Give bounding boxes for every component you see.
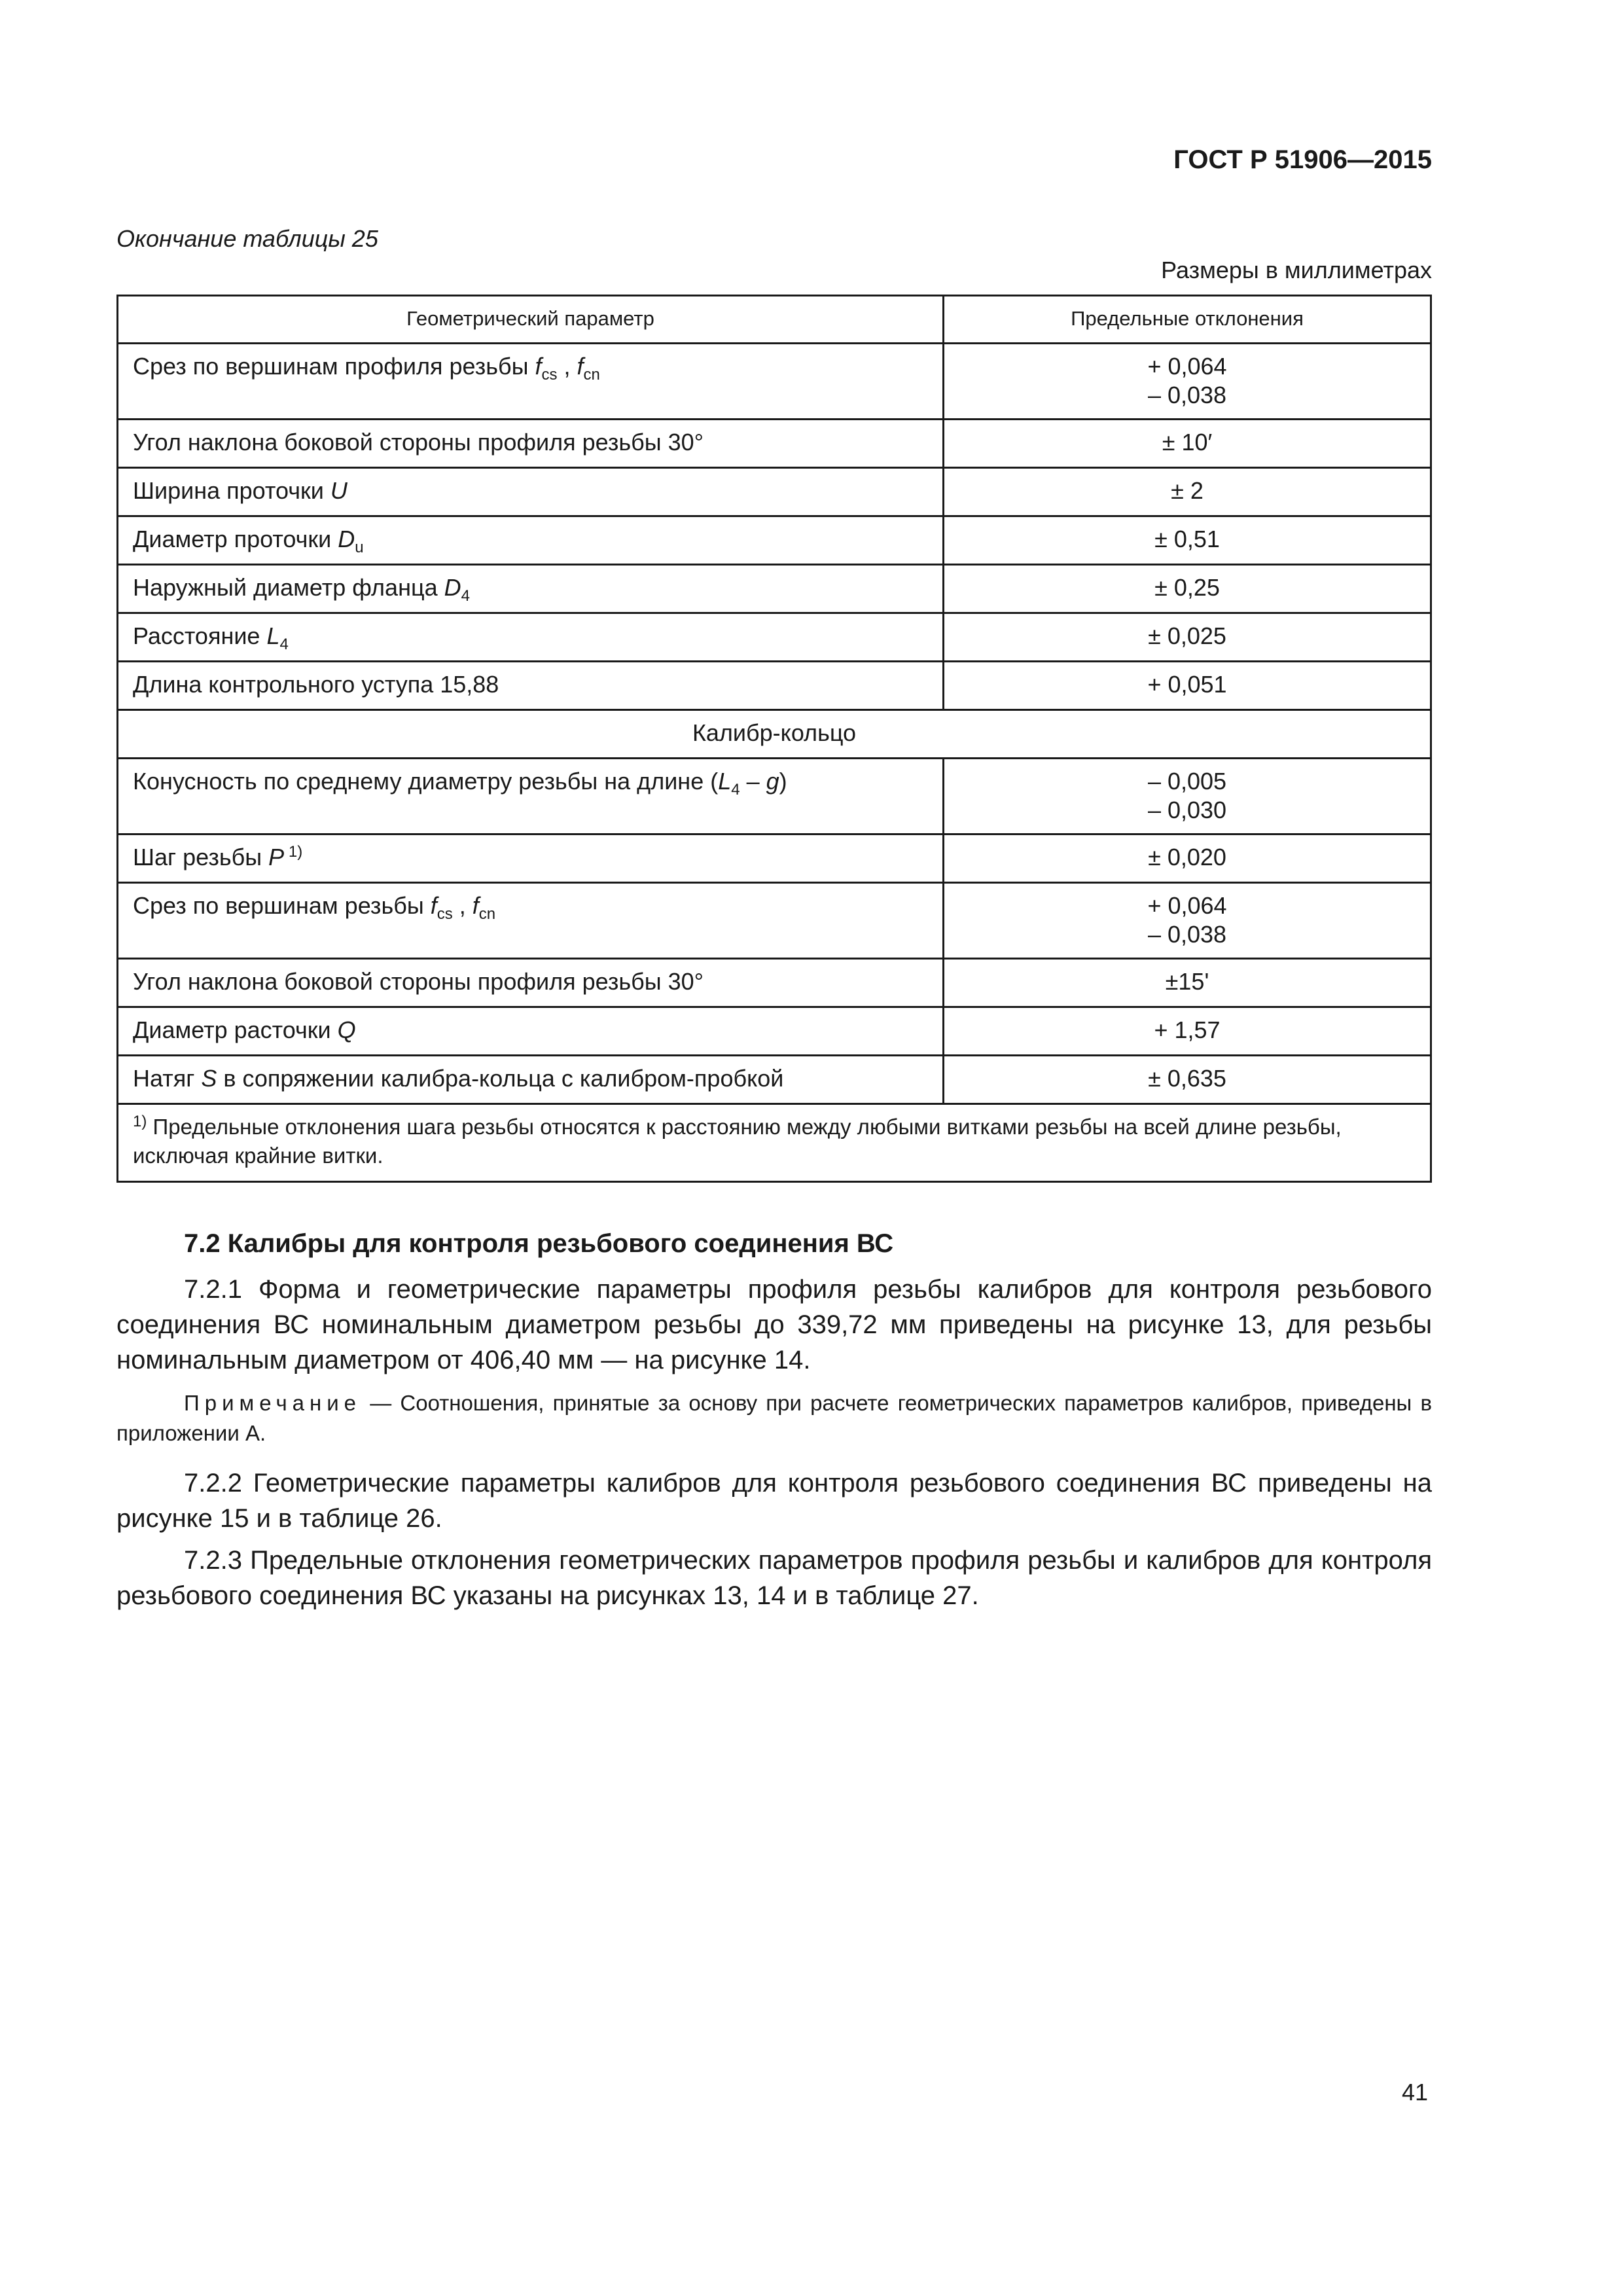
deviation-cell: + 0,064 – 0,038 (944, 344, 1431, 420)
column-header-deviation: Предельные отклонения (944, 296, 1431, 344)
deviation-cell: + 0,051 (944, 662, 1431, 710)
note-label: Примечание (184, 1391, 362, 1415)
table-row (118, 759, 1431, 834)
table-row (118, 883, 1431, 959)
footnote-mark: 1) (133, 1113, 147, 1130)
parameter-cell: Длина контрольного уступа 15,88 (118, 662, 944, 710)
deviation-cell: ± 0,635 (944, 1056, 1431, 1104)
tolerance-table (116, 295, 1432, 1183)
standard-designation: ГОСТ Р 51906—2015 (1173, 145, 1432, 174)
table-row (118, 468, 1431, 516)
deviation-cell: ± 10′ (944, 420, 1431, 468)
table-row (118, 959, 1431, 1007)
table-footnote-row (118, 1104, 1431, 1182)
table-row (118, 420, 1431, 468)
parameter-cell: Срез по вершинам резьбы $f_{cs}$ , $f_{cn}$ (118, 883, 944, 959)
deviation-cell: ± 0,51 (944, 516, 1431, 565)
section-heading: 7.2 Калибры для контроля резьбового соединения ВС (184, 1229, 894, 1258)
table-row (118, 1056, 1431, 1104)
deviation-cell: ±15' (944, 959, 1431, 1007)
table-row (118, 662, 1431, 710)
table-footnote (118, 1104, 1431, 1182)
deviation-cell: ± 0,025 (944, 613, 1431, 662)
page-number: 41 (1401, 2079, 1428, 2106)
note-text: — Соотношения, принятые за основу при расчете геометрических параметров калибров, приведены в приложении А. (116, 1391, 1432, 1445)
parameter-cell: Срез по вершинам профиля резьбы $f_{cs}$ , $f_{cn}$ (118, 344, 944, 420)
section-label-ring-gauge: Калибр-кольцо (118, 710, 1431, 759)
column-header-parameter: Геометрический параметр (118, 296, 944, 344)
parameter-cell: Угол наклона боковой стороны профиля резьбы 30° (118, 420, 944, 468)
parameter-cell: Конусность по среднему диаметру резьбы на длине $(L_4 - g)$ (118, 759, 944, 834)
table-row (118, 516, 1431, 565)
deviation-cell: ± 2 (944, 468, 1431, 516)
paragraph-7-2-3: 7.2.3 Предельные отклонения геометрических параметров профиля резьбы и калибров для контроля резьбового соединения ВС указаны на рисунках 13, 14 и в таблице 27. (116, 1546, 1432, 1610)
parameter-cell: Натяг S в сопряжении калибра-кольца с калибром-пробкой (118, 1056, 944, 1104)
note (116, 1388, 1432, 1448)
parameter-cell: Угол наклона боковой стороны профиля резьбы 30° (118, 959, 944, 1007)
tolerance-table-container (116, 295, 1432, 1183)
table-row (118, 344, 1431, 420)
deviation-cell: + 0,064 – 0,038 (944, 883, 1431, 959)
parameter-cell: Диаметр расточки Q (118, 1007, 944, 1056)
table-row (118, 1007, 1431, 1056)
units-note: Размеры в миллиметрах (1161, 257, 1432, 283)
parameter-cell: Расстояние $L_4$ (118, 613, 944, 662)
parameter-cell: Наружный диаметр фланца $D_4$ (118, 565, 944, 613)
parameter-cell: Шаг резьбы P $^{1)}$ (118, 834, 944, 883)
deviation-cell: ± 0,25 (944, 565, 1431, 613)
table-row (118, 613, 1431, 662)
deviation-cell: ± 0,020 (944, 834, 1431, 883)
footnote-text: Предельные отклонения шага резьбы относятся к расстоянию между любыми витками резьбы на всей длине резьбы, исключая крайние витки. (133, 1115, 1342, 1168)
table-row (118, 565, 1431, 613)
table-section-row (118, 710, 1431, 759)
deviation-cell: + 1,57 (944, 1007, 1431, 1056)
paragraph-7-2-2: 7.2.2 Геометрические параметры калибров для контроля резьбового соединения ВС приведены на рисунке 15 и в таблице 26. (116, 1469, 1432, 1533)
parameter-cell: Ширина проточки U (118, 468, 944, 516)
table-row (118, 834, 1431, 883)
paragraph-7-2-1: 7.2.1 Форма и геометрические параметры профиля резьбы калибров для контроля резьбового соединения ВС номинальным диаметром резьбы до 339,72 мм приведены на рисунке 13, для резьбы номинальным диаметром от 406,40 мм — на рисунке 14. (116, 1275, 1432, 1374)
table-caption: Окончание таблицы 25 (116, 225, 378, 252)
section-7-2 (116, 1229, 1432, 1620)
deviation-cell: – 0,005 – 0,030 (944, 759, 1431, 834)
parameter-cell: Диаметр проточки $D_u$ (118, 516, 944, 565)
table-header-row (118, 296, 1431, 344)
